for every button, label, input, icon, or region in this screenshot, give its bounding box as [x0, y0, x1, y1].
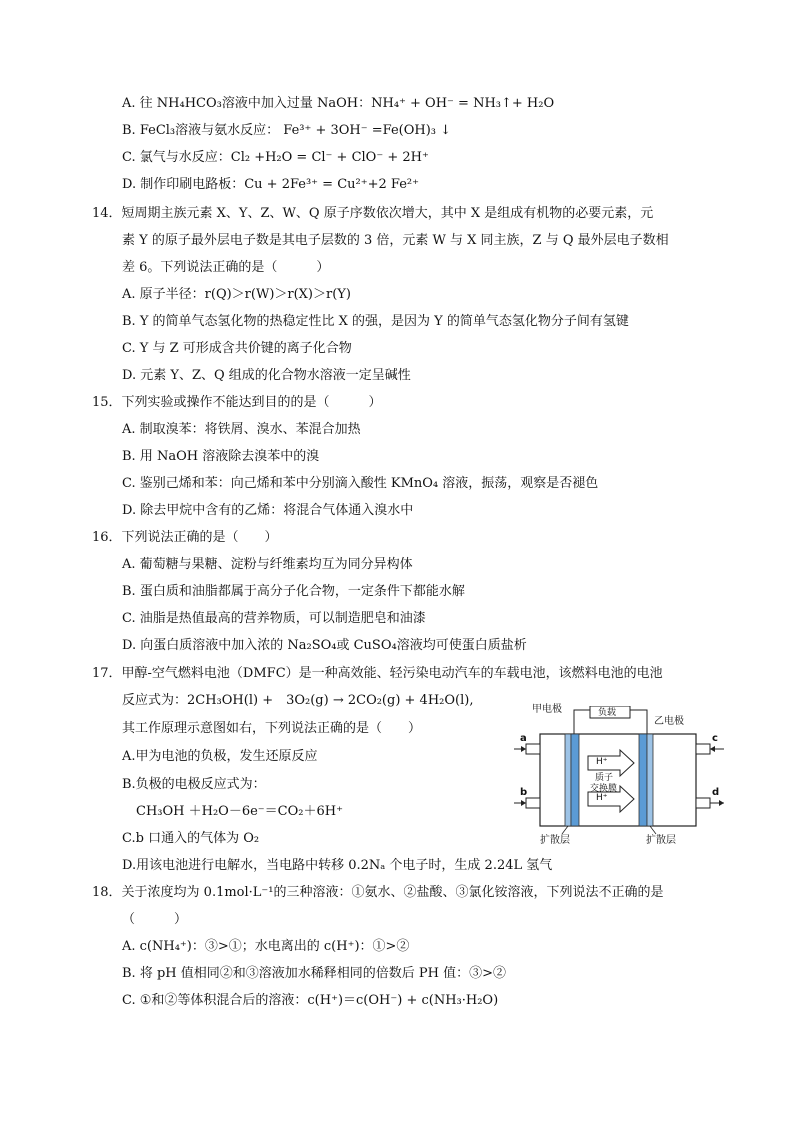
q13-option-b: B. FeCl₃溶液与氨水反应： Fe³⁺ + 3OH⁻ =Fe(OH)₃ ↓ — [122, 123, 452, 138]
port-d-label: d — [712, 787, 720, 798]
pipe-d — [696, 798, 710, 808]
q14-option-a: A. 原子半径：r(Q)＞r(W)＞r(X)＞r(Y) — [122, 287, 351, 302]
arrow-a-head — [521, 746, 526, 752]
q18-option-a: A. c(NH₄⁺)：③>①；水电离出的 c(H⁺)：①>② — [122, 939, 410, 954]
diffusion-right-label: 扩散层 — [646, 835, 676, 846]
port-c-label: c — [712, 733, 718, 744]
right-diffusion-layer — [647, 734, 653, 826]
q16-option-c: C. 油脂是热值最高的营养物质，可以制造肥皂和油漆 — [122, 611, 426, 626]
membrane-label-line1: 质子 — [595, 773, 614, 783]
arrow-b-head — [521, 800, 526, 806]
q16-option-b: B. 蛋白质和油脂都属于高分子化合物，一定条件下都能水解 — [122, 584, 465, 599]
q14-stem-line1: 14．短周期主族元素 X、Y、Z、W、Q 原子序数依次增大，其中 X 是组成有机物的必要元素，元 — [92, 206, 654, 221]
arrow-d-head — [719, 800, 724, 806]
h-ion-label-1: H⁺ — [596, 757, 608, 767]
left-electrode-label: 甲电极 — [532, 704, 562, 715]
q14-option-b: B. Y 的简单气态氢化物的热稳定性比 X 的强，是因为 Y 的简单气态氢化物分子间有氢键 — [122, 314, 629, 329]
membrane-label-line2: 交换膜 — [590, 784, 618, 794]
q18-option-c: C. ①和②等体积混合后的溶液：c(H⁺)＝c(OH⁻) + c(NH₃·H₂O) — [122, 993, 499, 1008]
q15-stem: 15．下列实验或操作不能达到目的的是（ ） — [92, 395, 382, 410]
pipe-a — [526, 744, 540, 754]
q13-option-d: D. 制作印刷电路板：Cu + 2Fe³⁺ = Cu²⁺+2 Fe²⁺ — [122, 177, 419, 192]
q17-stem-line2: 反应式为：2CH₃OH(l) + 3O₂(g) → 2CO₂(g) + 4H₂O(l), — [122, 693, 474, 708]
q17-option-b-equation: CH₃OH ＋H₂O－6e⁻＝CO₂＋6H⁺ — [136, 804, 343, 819]
right-electrode — [639, 734, 647, 826]
q13-option-a: A. 往 NH₄HCO₃溶液中加入过量 NaOH：NH₄⁺ + OH⁻ = NH₃↑+ H₂O — [122, 96, 555, 111]
fuel-cell-diagram — [512, 706, 727, 846]
q14-option-d: D. 元素 Y、Z、Q 组成的化合物水溶液一定呈碱性 — [122, 368, 411, 383]
q16-option-a: A. 葡萄糖与果糖、淀粉与纤维素均互为同分异构体 — [122, 557, 413, 572]
q17-stem-line3: 其工作原理示意图如右，下列说法正确的是（ ） — [122, 721, 422, 736]
q16-option-d: D. 向蛋白质溶液中加入浓的 Na₂SO₄或 CuSO₄溶液均可使蛋白质盐析 — [122, 638, 527, 653]
q15-option-a: A. 制取溴苯：将铁屑、溴水、苯混合加热 — [122, 422, 361, 437]
q17-option-c: C.b 口通入的气体为 O₂ — [122, 831, 260, 846]
q17-option-d: D.用该电池进行电解水，当电路中转移 0.2Nₐ 个电子时，生成 2.24L 氢气 — [122, 858, 553, 873]
q16-stem: 16．下列说法正确的是（ ） — [92, 530, 278, 545]
load-label: 负载 — [598, 708, 617, 718]
q14-option-c: C. Y 与 Z 可形成含共价键的离子化合物 — [122, 341, 352, 356]
right-wire — [630, 710, 647, 736]
q17-stem-line1: 17．甲醇-空气燃料电池（DMFC）是一种高效能、轻污染电动汽车的车载电池，该燃料电池的电池 — [92, 666, 663, 681]
q17-option-a: A.甲为电池的负极，发生还原反应 — [122, 749, 318, 764]
q18-option-b: B. 将 pH 值相同②和③溶液加水稀释相同的倍数后 PH 值：③>② — [122, 966, 506, 981]
q18-stem-line2: （ ） — [122, 912, 188, 927]
h-ion-label-2: H⁺ — [596, 793, 608, 803]
fuel-cell-svg — [512, 706, 727, 846]
left-wire — [574, 710, 590, 736]
pipe-b — [526, 798, 540, 808]
cell-outline — [540, 734, 696, 826]
q14-stem-line2: 素 Y 的原子最外层电子数是其电子层数的 3 倍，元素 W 与 X 同主族，Z 与 Q 最外层电子数相 — [122, 233, 669, 248]
q14-stem-line3: 差 6。下列说法正确的是（ ） — [122, 260, 330, 275]
diffusion-left-label: 扩散层 — [540, 835, 570, 846]
left-electrode — [571, 734, 579, 826]
q15-option-c: C. 鉴别己烯和苯：向己烯和苯中分别滴入酸性 KMnO₄ 溶液，振荡，观察是否褪色 — [122, 476, 599, 491]
left-diffusion-layer — [565, 734, 571, 826]
port-b-label: b — [520, 787, 528, 798]
arrow-c-head — [710, 746, 715, 752]
port-a-label: a — [520, 733, 527, 744]
q15-option-b: B. 用 NaOH 溶液除去溴苯中的溴 — [122, 449, 320, 464]
q18-stem-line1: 18．关于浓度均为 0.1mol·L⁻¹的三种溶液：①氨水、②盐酸、③氯化铵溶液，下列说法不正确的是 — [92, 885, 664, 900]
q15-option-d: D. 除去甲烷中含有的乙烯：将混合气体通入溴水中 — [122, 503, 414, 518]
q17-option-b: B.负极的电极反应式为： — [122, 777, 266, 792]
pipe-c — [696, 744, 710, 754]
right-electrode-label: 乙电极 — [654, 716, 684, 727]
q13-option-c: C. 氯气与水反应：Cl₂ +H₂O = Cl⁻ + ClO⁻ + 2H⁺ — [122, 150, 429, 165]
